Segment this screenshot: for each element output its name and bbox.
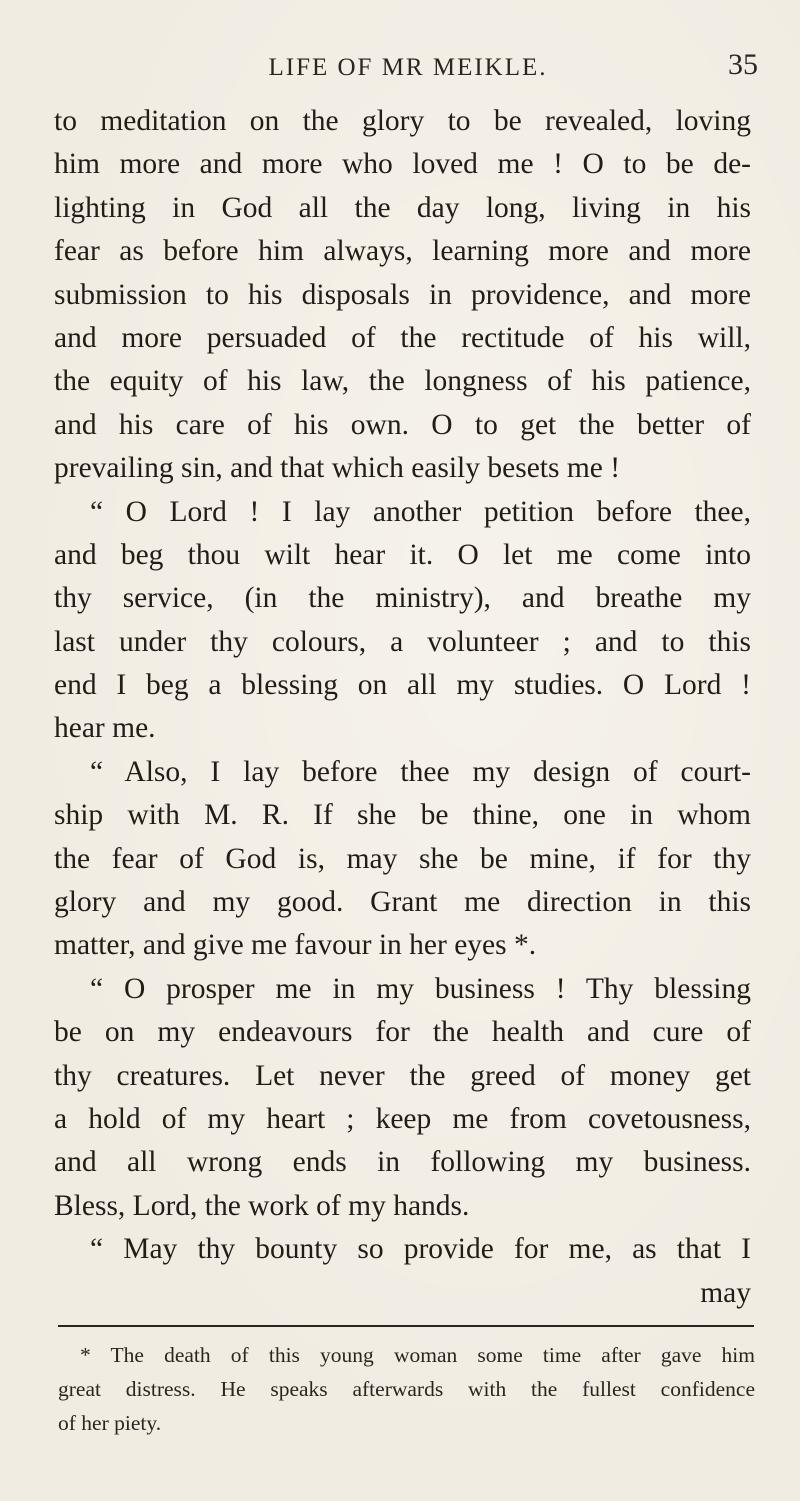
footnote-line: * The death of this young woman some time after gave him bbox=[80, 1343, 755, 1367]
footnote-rule bbox=[58, 1325, 754, 1327]
text-line: the equity of his law, the longness of his patience, bbox=[54, 365, 751, 398]
text-line: last under thy colours, a volunteer ; and to this bbox=[54, 625, 751, 658]
text-line: and all wrong ends in following my business. bbox=[54, 1146, 751, 1179]
text-line: lighting in God all the day long, living in his bbox=[54, 191, 751, 224]
text-line: a hold of my heart ; keep me from covetousness, bbox=[54, 1102, 751, 1135]
text-line: thy service, (in the ministry), and breathe my bbox=[54, 582, 751, 615]
text-line: him more and more who loved me ! O to be de- bbox=[54, 148, 751, 181]
text-line: submission to his disposals in providence, and more bbox=[54, 278, 751, 311]
catchword: may bbox=[700, 1276, 751, 1309]
text-line: the fear of God is, may she be mine, if for thy bbox=[54, 842, 751, 875]
text-line: Bless, Lord, the work of my hands. bbox=[54, 1189, 470, 1222]
text-line: and his care of his own. O to get the better of bbox=[54, 408, 751, 441]
text-line: to meditation on the glory to be revealed, loving bbox=[54, 105, 751, 137]
page-number: 35 bbox=[728, 48, 758, 81]
text-line: “ May thy bounty so provide for me, as that I bbox=[90, 1233, 751, 1266]
footnote-line: great distress. He speaks afterwards with the fullest confidence bbox=[58, 1377, 755, 1401]
body-text bbox=[54, 100, 751, 1315]
text-line: “ O Lord ! I lay another petition before thee, bbox=[90, 495, 751, 528]
text-line: ship with M. R. If she be thine, one in whom bbox=[54, 799, 751, 832]
running-title: LIFE OF MR MEIKLE. bbox=[268, 54, 548, 81]
text-line: matter, and give me favour in her eyes *. bbox=[54, 929, 537, 962]
text-line: end I beg a blessing on all my studies. O Lord ! bbox=[54, 669, 751, 702]
text-line: and beg thou wilt hear it. O let me come into bbox=[54, 538, 751, 571]
text-line: prevailing sin, and that which easily besets me ! bbox=[54, 452, 621, 485]
text-line: “ O prosper me in my business ! Thy blessing bbox=[90, 972, 751, 1005]
text-line: and more persuaded of the rectitude of his will, bbox=[54, 321, 751, 354]
text-line: hear me. bbox=[54, 712, 156, 745]
text-line: be on my endeavours for the health and cure of bbox=[54, 1016, 751, 1049]
text-line: thy creatures. Let never the greed of money get bbox=[54, 1059, 751, 1092]
text-line: “ Also, I lay before thee my design of court- bbox=[90, 755, 751, 788]
footnote bbox=[58, 1338, 755, 1440]
text-line: fear as before him always, learning more and more bbox=[54, 235, 751, 268]
text-line: glory and my good. Grant me direction in this bbox=[54, 886, 751, 919]
footnote-line: of her piety. bbox=[58, 1411, 162, 1435]
running-head bbox=[0, 48, 800, 94]
